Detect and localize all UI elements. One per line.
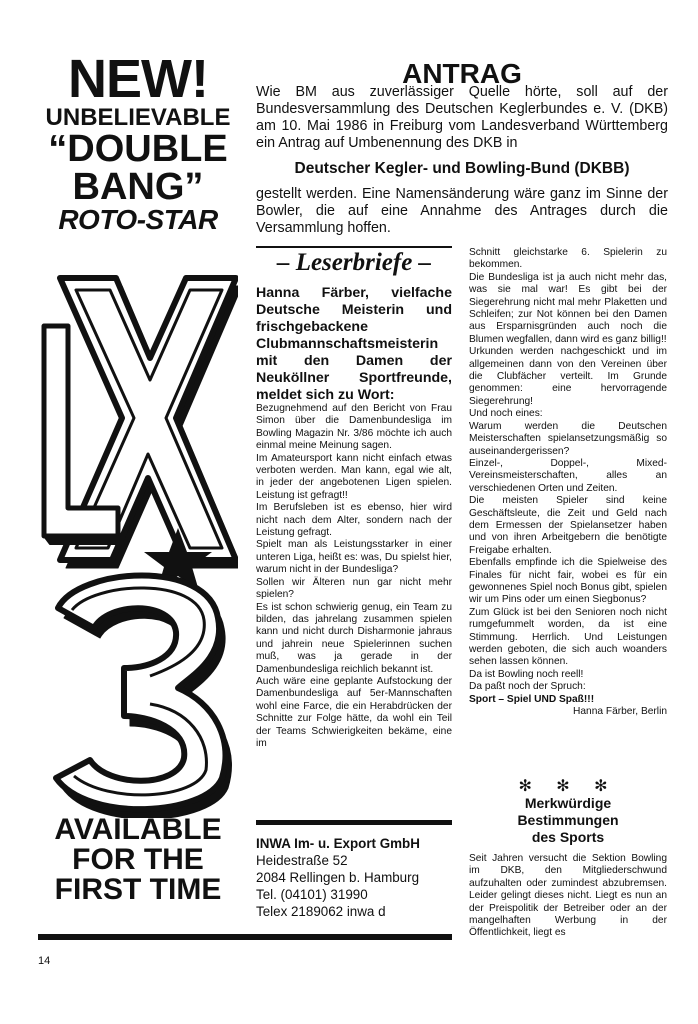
letter-paragraph: Im Amateursport kann nicht einfach etwas verboten werden. Man kann, egal wie alt, in jeder der angebotenen Ligen spielen. Leistung ist gefragt!! <box>256 452 452 501</box>
antrag-title: ANTRAG <box>402 58 522 89</box>
ad-footer-line-2: FOR THE <box>72 843 204 876</box>
letter-paragraph: Schnitt gleichstarke 6. Spielerin zu bekommen. <box>469 247 667 271</box>
antrag-organization-name: Deutscher Kegler- und Bowling-Bund (DKBB) <box>294 160 630 177</box>
inwa-address-block <box>256 835 452 920</box>
letter-paragraph: Bezugnehmend auf den Bericht von Frau Simon über die Damenbundesliga im Bowling Magazin Nr. 3/86 möchte ich auch einmal meine Meinung sagen. <box>256 403 452 452</box>
letter-paragraph: Es ist schon schwierig genug, ein Team zu bilden, das jahrelang zusammen spielen kann und nicht durch Disharmonie jahraus und jahrein neue Spielerinnen suchen muß, was ja gerade in der Damenbundesliga reichlich bekannt ist. <box>256 601 452 675</box>
letter-paragraph: Einzel-, Doppel-, Mixed-Vereinsmeisterschaften, alles an verschiedenen Orten und Zeiten. <box>469 457 667 494</box>
letter-paragraph: Im Berufsleben ist es ebenso, hier wird nicht nach dem Alter, sondern nach der Leistung gefragt. <box>256 502 452 539</box>
ad-footer <box>38 815 238 905</box>
ad-new-text: NEW! <box>68 49 208 109</box>
letter-paragraph: Und noch eines: <box>469 408 543 420</box>
merkwuerdige-title-line-3: des Sports <box>531 829 605 845</box>
letter-paragraph: Da paßt noch der Spruch: <box>469 681 586 693</box>
bottom-rule <box>38 934 452 940</box>
l-shadow <box>44 536 124 544</box>
ad-roto-star-text: ROTO-STAR <box>58 204 218 235</box>
merkwuerdige-title-line-2: Bestimmungen <box>517 812 619 828</box>
letter-paragraph: Warum werden die Deutschen Meisterschaften spielansetzungsmäßig so auseinandergerissen? <box>469 420 667 457</box>
inwa-telex: Telex 2189062 inwa d <box>256 904 386 919</box>
ad-unbelievable-text: UNBELIEVABLE <box>45 104 231 131</box>
ad-footer-line-1: AVAILABLE <box>54 813 222 846</box>
ad-xl3-graphic <box>38 248 238 818</box>
ad-bang-text: BANG” <box>72 166 204 208</box>
inwa-phone: Tel. (04101) 31990 <box>256 887 368 902</box>
letter-paragraph: Zum Glück ist bei den Senioren noch nicht rumgefummelt worden, da ist eine Stimmung. Herrlich. Und Leistungen werden geboten, die sich auch woanders sehen lassen können. <box>469 606 667 668</box>
letter-paragraph: Die Bundesliga ist ja auch nicht mehr das, was sie mal war! Es gibt bei der Siegerehrung nicht mal mehr Plaketten und Schleifen; zur Not können bei den Damen aus Ersparnisgründen auch noch die Blumen wegfallen, dann wird es ganz billig!! <box>469 271 667 345</box>
leserbriefe-body <box>256 403 452 750</box>
letter-paragraph: Urkunden werden nachgeschickt und im allgemeinen dann von den Vereinen über die Clubfächer verteilt. Im Grunde genommen: eine hervorragende Siegerehrung! <box>469 346 667 407</box>
merkwuerdige-title-line-1: Merkwürdige <box>524 795 612 811</box>
separator-stars: ✻ ✻ ✻ <box>518 778 618 795</box>
antrag-paragraph-1: Wie BM aus zuverlässiger Quelle hörte, soll auf der Bundesversammlung des Deutschen Keglerbundes e. V. (DKB) am 10. Mai 1986 in Freiburg vom Landesverband Württemberg ein Antrag auf Umbenennung des DKB in <box>256 84 668 151</box>
letter-paragraph: Auch wäre eine geplante Aufstockung der Damenbundesliga auf 5er-Mannschaften wohl eine Farce, die ein Herabdrücken der Schnitte zur Folge hätte, da wohl ein Teil der Teams Schwierigkeiten bekäme, eine im <box>256 675 452 749</box>
section-divider <box>256 246 452 248</box>
ad-double-text: “DOUBLE <box>48 128 228 170</box>
letter-signature: Hanna Färber, Berlin <box>573 706 667 718</box>
ad-footer-line-3: FIRST TIME <box>54 873 222 906</box>
merkwuerdige-title <box>469 795 667 846</box>
page-number: 14 <box>38 955 51 967</box>
antrag-paragraph-2: gestellt werden. Eine Namensänderung wäre ganz im Sinne der Bowler, die auf eine Annahme des Antrages durch die Versammlung hoffen. <box>256 186 668 236</box>
inwa-company-name: INWA Im- u. Export GmbH <box>256 836 420 851</box>
letter-paragraph: Da ist Bowling noch reell! <box>469 668 584 680</box>
letter-paragraph: Die meisten Spieler sind keine Geschäftsleute, die Zeit und Geld nach dem Ermessen der Spielansetzer haben und von ihren Arbeitgebern die benötigte Freigabe erhalten. <box>469 495 667 556</box>
letter-paragraph: Spielt man als Leistungsstarker in einer unteren Liga, heißt es: was, Du spielst hier, warum nicht in der Bundesliga? <box>256 539 452 576</box>
letter-paragraph: Sollen wir Älteren nun gar nicht mehr spielen? <box>256 576 452 601</box>
merkwuerdige-body: Seit Jahren versucht die Sektion Bowling im DKB, den Mitgliederschwund aufzuhalten oder zumindest abzubremsen. Leider gelingt dieses nicht. Liegt es nun an der Preispolitik der Betreiber oder an der mangelhaften Werbung in der Öffentlichkeit, liegt es <box>469 853 667 939</box>
letter-paragraph: Ebenfalls empfinde ich die Spielweise des Finales für nicht fair, wobei es für ein gewonnenes Spiel noch Bonus gibt, spielen wir um Pins oder um einen Siegbonus? <box>469 557 667 606</box>
leserbriefe-title: – Leserbriefe – <box>276 249 432 276</box>
letter-slogan: Sport – Spiel UND Spaß!!! <box>469 693 595 705</box>
leserbriefe-intro: Hanna Färber, vielfache Deutsche Meisterin und frischgebackene Clubmannschaftsmeisterin mit den Damen der Neuköllner Sportfreunde, meldet sich zu Wort: <box>256 285 452 403</box>
ad-headline <box>38 49 238 235</box>
inwa-top-rule <box>256 820 452 825</box>
inwa-street: Heidestraße 52 <box>256 853 348 868</box>
inwa-city: 2084 Rellingen b. Hamburg <box>256 870 420 885</box>
letter-continuation <box>469 247 667 718</box>
